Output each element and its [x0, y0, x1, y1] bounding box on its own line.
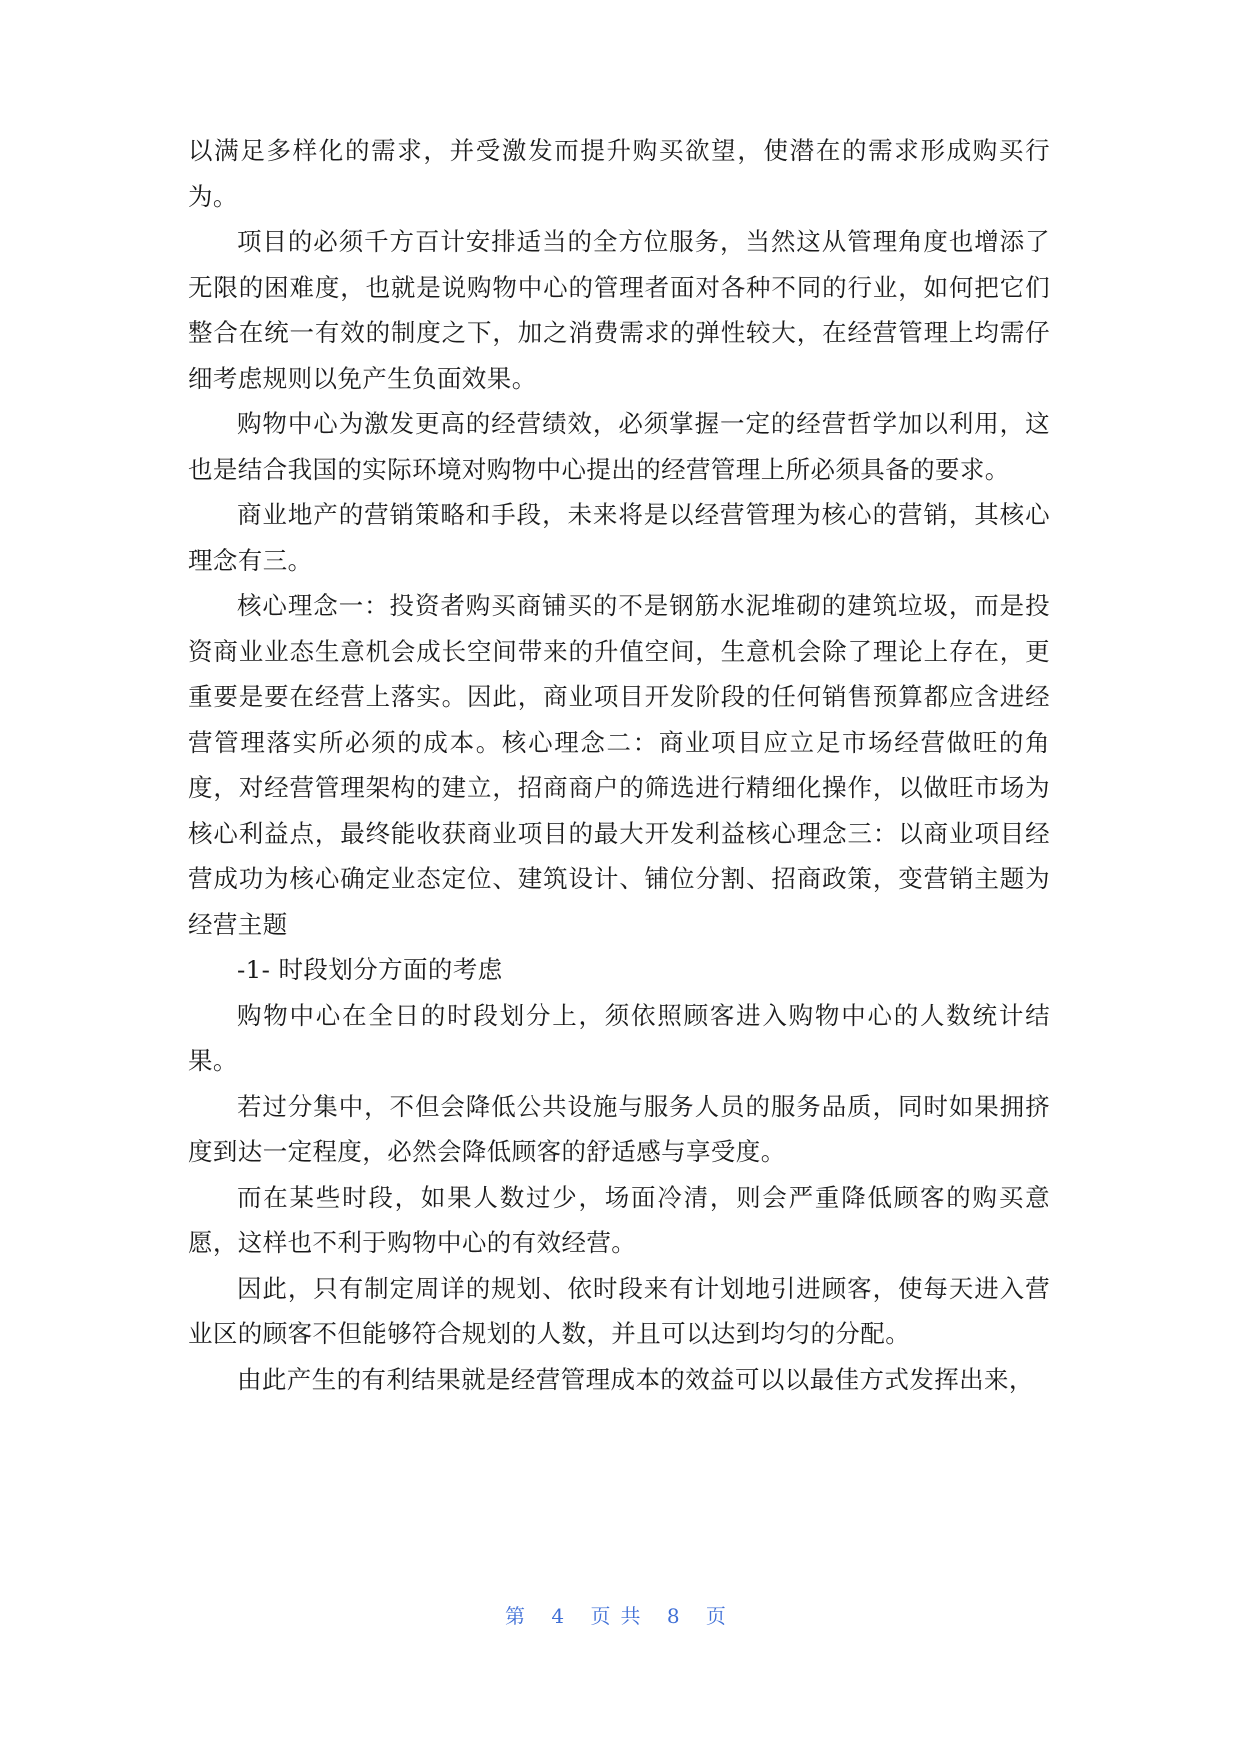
paragraph-2: 项目的必须千方百计安排适当的全方位服务，当然这从管理角度也增添了无限的困难度，也就是说购物中心的管理者面对各种不同的行业，如何把它们整合在统一有效的制度之下，加之消费需求的弹性较大，在经营管理上均需仔细考虑规则以免产生负面效果。: [188, 227, 1050, 393]
paragraph-10: 由此产生的有利结果就是经营管理成本的效益可以以最佳方式发挥出来，: [237, 1364, 1034, 1394]
paragraph-8: 而在某些时段，如果人数过少，场面冷清，则会严重降低顾客的购买意愿，这样也不利于购物中心的有效经营。: [188, 1182, 1050, 1257]
paragraph-4: 商业地产的营销策略和手段，未来将是以经营管理为核心的营销，其核心理念有三。: [188, 500, 1050, 575]
paragraph-5: 核心理念一：投资者购买商铺买的不是钢筋水泥堆砌的建筑垃圾，而是投资商业业态生意机会成长空间带来的升值空间，生意机会除了理论上存在，更重要是要在经营上落实。因此，商业项目开发阶段的任何销售预算都应含进经营管理落实所必须的成本。核心理念二：商业项目应立足市场经营做旺的角度，对经营管理架构的建立，招商商户的筛选进行精细化操作，以做旺市场为核心利益点，最终能收获商业项目的最大开发利益核心理念三：以商业项目经营成功为核心确定业态定位、建筑设计、铺位分割、招商政策，变营销主题为经营主题: [188, 591, 1050, 939]
paragraph-6: 购物中心在全日的时段划分上，须依照顾客进入购物中心的人数统计结果。: [188, 1000, 1050, 1075]
paragraph-9: 因此，只有制定周详的规划、依时段来有计划地引进顾客，使每天进入营业区的顾客不但能够符合规划的人数，并且可以达到均匀的分配。: [188, 1273, 1050, 1348]
paragraph-1: 以满足多样化的需求，并受激发而提升购买欲望，使潜在的需求形成购买行为。: [188, 136, 1050, 211]
page-number-footer: 第 4 页共 8 页: [505, 1604, 736, 1628]
paragraph-7: 若过分集中，不但会降低公共设施与服务人员的服务品质，同时如果拥挤度到达一定程度，必然会降低顾客的舒适感与享受度。: [188, 1091, 1050, 1166]
document-body: [188, 128, 1050, 1402]
section-heading: -1- 时段划分方面的考虑: [237, 955, 503, 984]
paragraph-3: 购物中心为激发更高的经营绩效，必须掌握一定的经营哲学加以利用，这也是结合我国的实际环境对购物中心提出的经营管理上所必须具备的要求。: [188, 409, 1050, 484]
